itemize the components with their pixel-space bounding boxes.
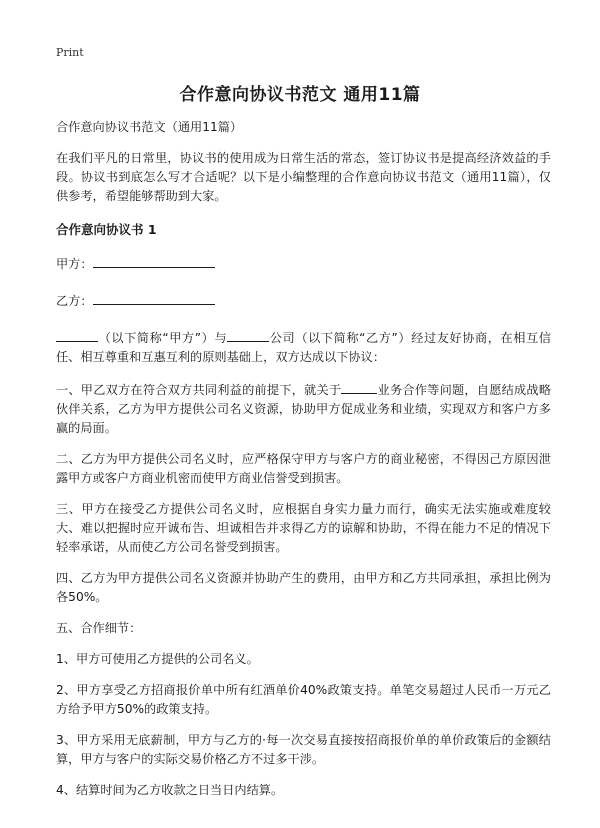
- company-b-blank: [227, 327, 269, 342]
- business-blank: [341, 379, 377, 394]
- clause-1-text-1: 一、甲乙双方在符合双方共同利益的前提下，就关于: [56, 383, 342, 397]
- preamble-text-1: （以下简称“甲方”）与: [98, 331, 228, 345]
- detail-2: 2、甲方享受乙方招商报价单中所有红酒单价40%政策支持。单笔交易超过人民币一万元乙方给予甲方50%的政策支持。: [56, 683, 551, 716]
- document-subtitle: 合作意向协议书范文（通用11篇）: [56, 120, 243, 134]
- clause-1: [56, 379, 551, 438]
- clause-5-heading: 五、合作细节：: [56, 621, 142, 635]
- document-body: [56, 118, 551, 812]
- preamble-text-2: 公司（以下简称“乙方”）经过友好协商，在相互信任、相互尊重和互惠互利的原则基础上，双方达成以下协议：: [56, 331, 551, 364]
- party-a-line: [56, 253, 551, 274]
- company-a-blank: [56, 327, 98, 342]
- intro-paragraph: 在我们平凡的日常里，协议书的使用成为日常生活的常态，签订协议书是提高经济效益的手段。协议书到底怎么写才合适呢？以下是小编整理的合作意向协议书范文（通用11篇），仅供参考，希望能够帮助到大家。: [56, 151, 551, 203]
- clause-3: 三、甲方在接受乙方提供公司名义时，应根据自身实力量力而行，确实无法实施或难度较大、难以把握时应开诚布告、坦诚相告并求得乙方的谅解和协助，不得在能力不足的情况下轻率承诺，从而使乙方公司名誉受到损害。: [56, 502, 551, 554]
- party-b-label: 乙方：: [56, 294, 93, 308]
- party-b-blank: [93, 290, 215, 305]
- clause-2: 二、乙方为甲方提供公司名义时，应严格保守甲方与客户方的商业秘密，不得因己方原因泄露甲方或客户方商业机密而使甲方商业信誉受到损害。: [56, 452, 551, 485]
- page-title: 合作意向协议书范文 通用11篇: [179, 85, 421, 105]
- party-b-line: [56, 290, 551, 311]
- party-a-label: 甲方：: [56, 257, 93, 271]
- detail-1: 1、甲方可使用乙方提供的公司名义。: [56, 652, 259, 666]
- print-link[interactable]: Print: [56, 46, 84, 59]
- preamble-paragraph: [56, 327, 551, 367]
- party-a-blank: [93, 253, 215, 268]
- detail-3: 3、甲方采用无底薪制，甲方与乙方的·每一次交易直接按招商报价单的单价政策后的金额结算，甲方与客户的实际交易价格乙方不过多干涉。: [56, 733, 551, 766]
- clause-1-text-2: 业务合作等问题，自愿结成战略伙伴关系，乙方为甲方提供公司名义资源，协助甲方促成业务和业绩，实现双方和客户方多赢的局面。: [56, 383, 552, 435]
- detail-4: 4、结算时间为乙方收款之日当日内结算。: [56, 783, 284, 797]
- clause-4: 四、乙方为甲方提供公司名义资源并协助产生的费用，由甲方和乙方共同承担，承担比例为各50%。: [56, 571, 551, 604]
- section-heading: 合作意向协议书 1: [56, 222, 157, 237]
